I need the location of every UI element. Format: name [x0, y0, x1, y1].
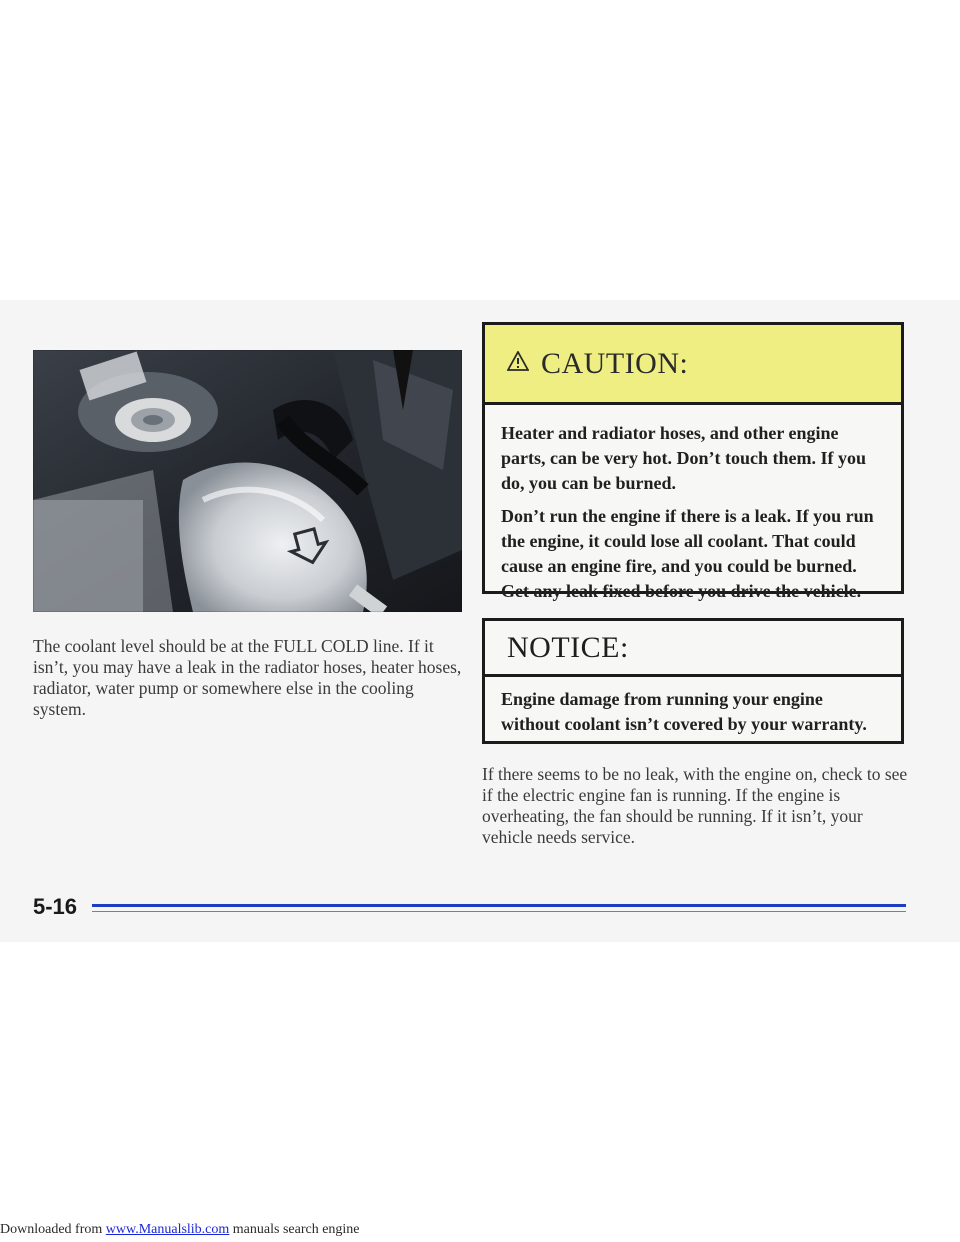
coolant-reservoir-photo — [33, 350, 462, 612]
footer-suffix: manuals search engine — [229, 1222, 360, 1237]
manualslib-link[interactable]: www.Manualslib.com — [105, 1222, 230, 1237]
warning-triangle-icon — [507, 351, 529, 376]
notice-paragraph: Engine damage from running your engine without coolant isn’t covered by your warranty. — [501, 689, 867, 734]
notice-header — [485, 621, 901, 677]
footer-rule — [92, 904, 906, 907]
manual-page — [0, 300, 960, 942]
notice-body — [485, 677, 901, 737]
caution-title: CAUTION: — [541, 346, 689, 380]
notice-title: NOTICE: — [507, 630, 629, 664]
caution-body — [485, 405, 901, 604]
notice-box — [482, 618, 904, 744]
caution-paragraph: Heater and radiator hoses, and other engine parts, can be very hot. Don’t touch them. If you do, you can be burned. — [501, 423, 866, 493]
fan-check-text: If there seems to be no leak, with the engine on, check to see if the electric engine fan is running. If the engine is overheating, the fan should be running. If it isn’t, your vehicle needs service. — [482, 764, 908, 847]
coolant-level-text: The coolant level should be at the FULL COLD line. If it isn’t, you may have a leak in the radiator hoses, heater hoses, radiator, water pump or somewhere else in the cooling system. — [33, 636, 462, 719]
page-number: 5-16 — [33, 894, 78, 919]
footer-prefix: Downloaded from — [0, 1222, 106, 1237]
caution-box — [482, 322, 904, 601]
caution-paragraph: Don’t run the engine if there is a leak. If you run the engine, it could lose all coolant. That could cause an engine fire, and you could be burned. Get any leak fixed before you drive the vehicle. — [501, 506, 874, 601]
caution-header — [485, 325, 901, 405]
download-footer — [0, 1222, 360, 1238]
footer-rule-thin — [92, 911, 906, 912]
